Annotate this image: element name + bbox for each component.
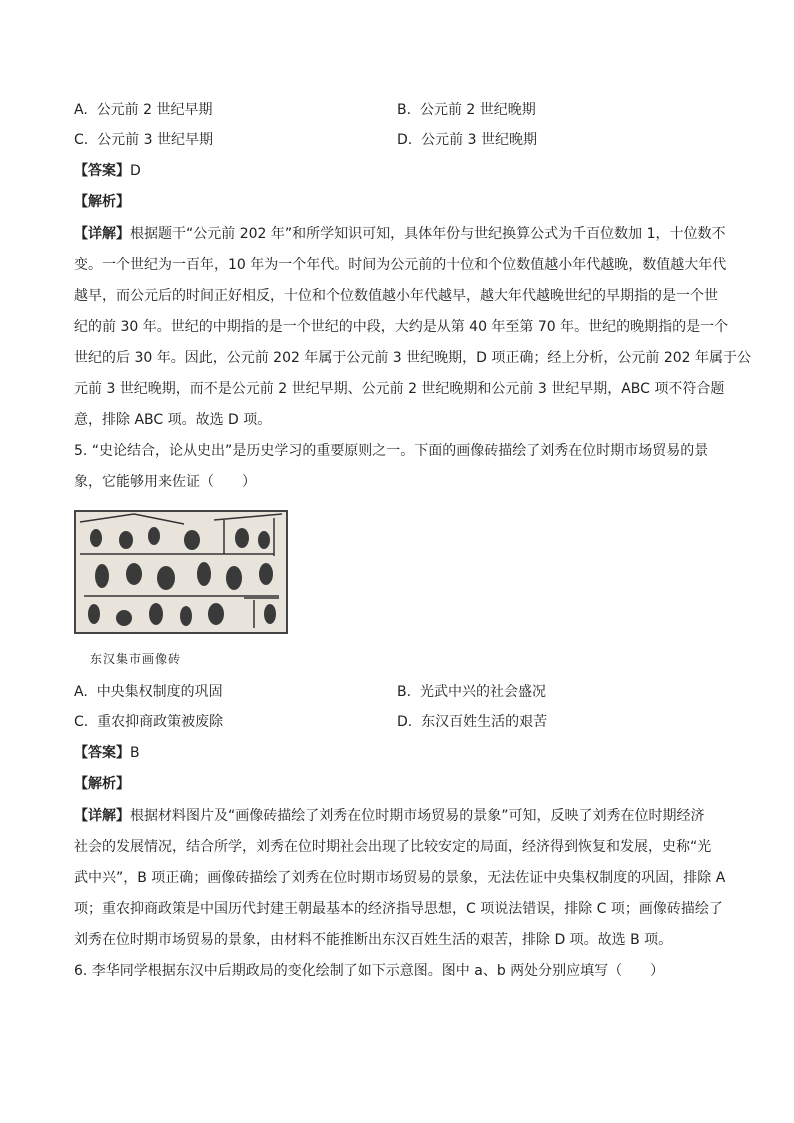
q4-answer: 【答案】D bbox=[74, 163, 141, 179]
image-caption: 东汉集市画像砖 bbox=[90, 652, 182, 666]
q4-analysis-tag: 【解析】 bbox=[74, 194, 130, 210]
q4-detail-line: 纪的前 30 年。世纪的中期指的是一个世纪的中段，大约是从第 40 年至第 70 年。世纪的晚期指的是一个 bbox=[74, 319, 729, 335]
q5-detail-line: 社会的发展情况，结合所学，刘秀在位时期社会出现了比较安定的局面，经济得到恢复和发展，史称“光 bbox=[74, 839, 712, 855]
q4-detail-line: 变。一个世纪为一百年，10 年为一个年代。时间为公元前的十位和个位数值越小年代越晚，数值越大年代 bbox=[74, 257, 727, 273]
q5-stem-line: 5. “史论结合，论从史出”是历史学习的重要原则之一。下面的画像砖描绘了刘秀在位时期市场贸易的景 bbox=[74, 443, 709, 459]
q4-detail-line: 越早，而公元后的时间正好相反，十位和个位数值越小年代越早，越大年代越晚世纪的早期指的是一个世 bbox=[74, 288, 718, 304]
q4-detail-line: 意，排除 ABC 项。故选 D 项。 bbox=[74, 412, 272, 428]
q4-option-a: A. 公元前 2 世纪早期 bbox=[74, 102, 213, 118]
q5-option-a: A. 中央集权制度的巩固 bbox=[74, 684, 223, 700]
q5-stem-line: 象，它能够用来佐证（ ） bbox=[74, 474, 256, 490]
q4-option-d: D. 公元前 3 世纪晚期 bbox=[397, 132, 537, 148]
q5-option-b: B. 光武中兴的社会盛况 bbox=[397, 684, 546, 700]
q5-detail-line: 【详解】根据材料图片及“画像砖描绘了刘秀在位时期市场贸易的景象”可知，反映了刘秀在位时期经济 bbox=[74, 808, 705, 824]
q5-answer: 【答案】B bbox=[74, 745, 140, 761]
q4-detail-line: 【详解】根据题干“公元前 202 年”和所学知识可知，具体年份与世纪换算公式为千百位数加 1，十位数不 bbox=[74, 226, 726, 242]
q4-option-c: C. 公元前 3 世纪早期 bbox=[74, 132, 213, 148]
q5-detail-line: 武中兴”，B 项正确；画像砖描绘了刘秀在位时期市场贸易的景象，无法佐证中央集权制度的巩固，排除 A bbox=[74, 870, 726, 886]
q5-analysis-tag: 【解析】 bbox=[74, 776, 130, 792]
q4-option-b: B. 公元前 2 世纪晚期 bbox=[397, 102, 536, 118]
q5-detail-line: 刘秀在位时期市场贸易的景象，由材料不能推断出东汉百姓生活的艰苦，排除 D 项。故选 B 项。 bbox=[74, 932, 673, 948]
q5-option-d: D. 东汉百姓生活的艰苦 bbox=[397, 714, 548, 730]
q4-detail-line: 元前 3 世纪晚期，而不是公元前 2 世纪早期、公元前 2 世纪晚期和公元前 3 世纪早期，ABC 项不符合题 bbox=[74, 381, 725, 397]
q4-detail-line: 世纪的后 30 年。因此，公元前 202 年属于公元前 3 世纪晚期，D 项正确；经上分析，公元前 202 年属于公 bbox=[74, 350, 751, 366]
q5-option-c: C. 重农抑商政策被废除 bbox=[74, 714, 224, 730]
q5-detail-line: 项；重农抑商政策是中国历代封建王朝最基本的经济指导思想，C 项说法错误，排除 C 项；画像砖描绘了 bbox=[74, 901, 723, 917]
q6-stem: 6. 李华同学根据东汉中后期政局的变化绘制了如下示意图。图中 a、b 两处分别应填写（ ） bbox=[74, 963, 665, 979]
market-brick-image bbox=[74, 510, 288, 634]
